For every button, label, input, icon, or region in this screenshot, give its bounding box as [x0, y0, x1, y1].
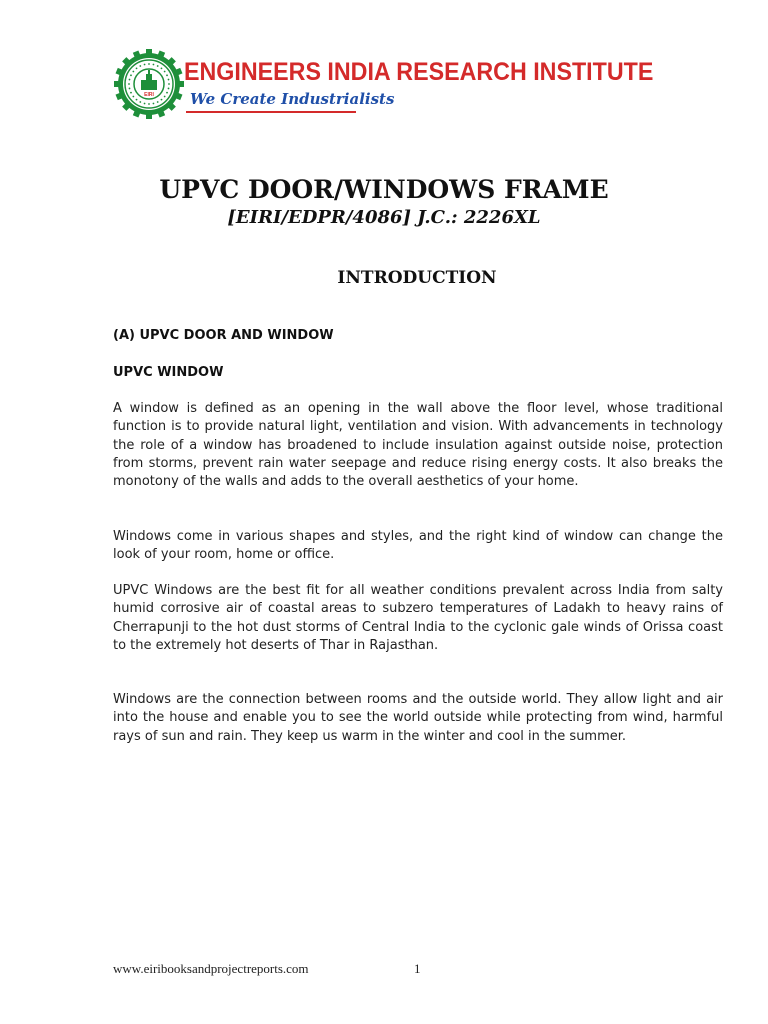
subheading-upvc-window: UPVC WINDOW	[113, 365, 224, 380]
seal-ring-dot	[136, 99, 138, 101]
org-name: ENGINEERS INDIA RESEARCH INSTITUTE	[184, 58, 654, 86]
seal-ring-dot	[166, 74, 168, 76]
eiri-seal-icon	[114, 48, 184, 120]
section-heading: INTRODUCTION	[337, 268, 497, 288]
seal-ring-dot	[148, 103, 150, 105]
paragraph: Windows come in various shapes and styles, and the right kind of window can change the look of your room, home or office.	[113, 529, 723, 563]
seal-ring-dot	[136, 67, 138, 69]
seal-ring-dot	[168, 88, 170, 90]
header-logo	[114, 48, 654, 120]
seal-ring-dot	[144, 103, 146, 105]
page-number: 1	[414, 961, 421, 976]
seal-ring-dot	[164, 96, 166, 98]
seal-ring-dot	[130, 92, 132, 94]
gear-tooth	[146, 113, 152, 119]
tagline-underline	[186, 111, 356, 113]
subsection-heading: (A) UPVC DOOR AND WINDOW	[113, 328, 334, 343]
seal-ring-dot	[161, 67, 163, 69]
seal-ring-dot	[139, 65, 141, 67]
org-tagline: We Create Industrialists	[190, 90, 395, 108]
document-title: UPVC DOOR/WINDOWS FRAME	[159, 175, 609, 204]
seal-ring-dot	[161, 99, 163, 101]
seal-ring-dot	[164, 71, 166, 73]
seal-ring-dot	[168, 79, 170, 81]
seal-center-text: EIRI	[144, 92, 154, 98]
seal-ring-dot	[153, 64, 155, 66]
seal-ring-dot	[132, 96, 134, 98]
paragraph: UPVC Windows are the best fit for all weather conditions prevalent across India from salty humid corrosive air of coastal areas to subzero temperatures of Ladakh to heavy rains of Cherrapunji to the hot dust storms of Central India to the cyclonic gale winds of Orissa coast to the extremely hot deserts of Thar in Rajasthan.	[113, 583, 723, 653]
gear-tooth	[114, 81, 120, 87]
footer-url[interactable]: www.eiribooksandprojectreports.com	[113, 961, 309, 976]
seal-ring-dot	[157, 101, 159, 103]
gear-tooth	[146, 49, 152, 55]
seal-ring-dot	[144, 64, 146, 66]
document-code: [EIRI/EDPR/4086] J.C.: 2226XL	[227, 207, 541, 228]
seal-ring-dot	[157, 65, 159, 67]
seal-ring-dot	[139, 101, 141, 103]
seal-ring-dot	[129, 79, 131, 81]
paragraph: Windows are the connection between rooms and the outside world. They allow light and air into the house and enable you to see the world outside while protecting from wind, harmful rays of sun and rain. They keep us warm in the winter and cool in the summer.	[113, 692, 723, 744]
seal-ring-dot	[128, 83, 130, 85]
seal-ring-dot	[130, 74, 132, 76]
seal-ring-dot	[148, 63, 150, 65]
seal-ring-dot	[132, 71, 134, 73]
seal-ring-dot	[168, 83, 170, 85]
seal-ring-dot	[129, 88, 131, 90]
seal-ring-dot	[153, 103, 155, 105]
seal-ring-dot	[166, 92, 168, 94]
paragraph: A window is defined as an opening in the wall above the floor level, whose traditional function is to provide natural light, ventilation and vision. With advancements in technology the role of a window has broadened to include insulation against outside noise, protection from storms, prevent rain water seepage and reduce rising energy costs. It also breaks the monotony of the walls and adds to the overall aesthetics of your home.	[113, 401, 723, 490]
